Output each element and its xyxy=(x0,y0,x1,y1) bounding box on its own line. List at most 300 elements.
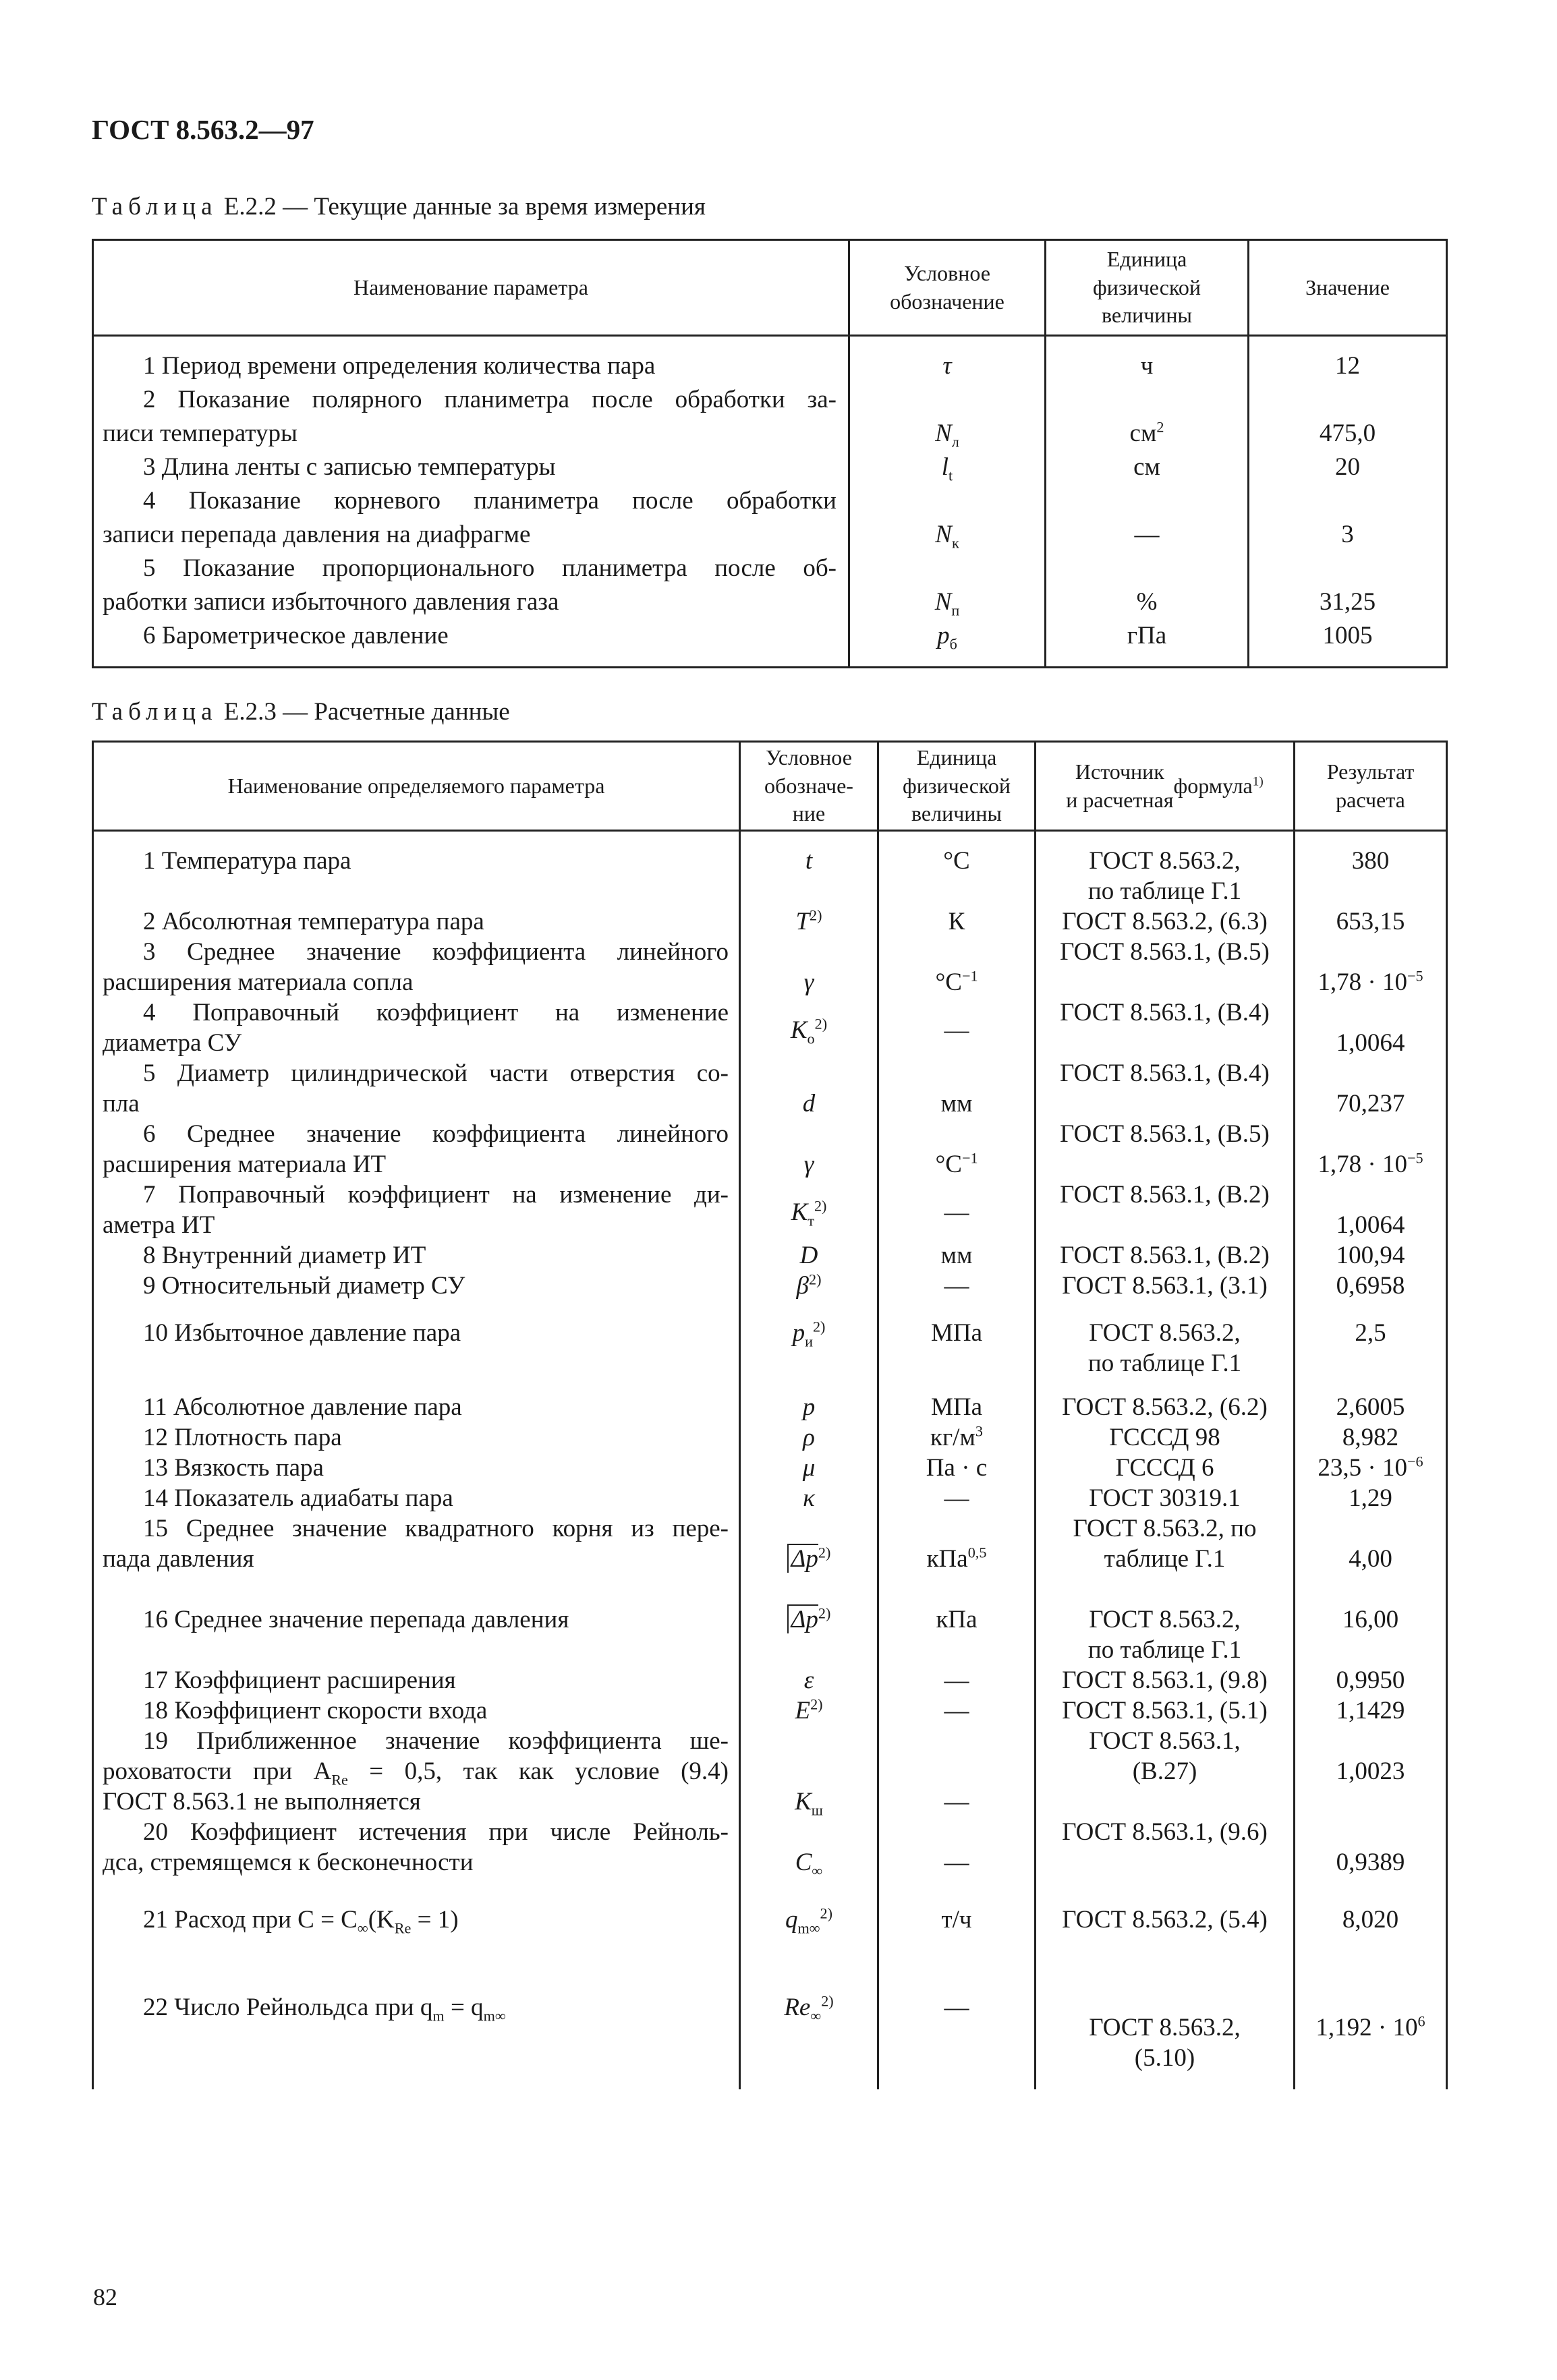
result-value xyxy=(1295,1089,1446,1119)
parameter-symbol xyxy=(741,1149,877,1180)
symbol-letter: γ xyxy=(803,968,814,996)
result-text: 1,78 · 10 xyxy=(1318,968,1407,996)
table-e23-caption xyxy=(92,697,510,726)
parameter-unit xyxy=(879,1992,1034,2023)
parameter-unit xyxy=(879,1015,1034,1045)
column-header: Источник и расчетная формула$^{1)}$ xyxy=(1066,759,1264,812)
parameter-name xyxy=(143,1240,426,1271)
parameter-unit xyxy=(879,1453,1034,1483)
parameter-unit xyxy=(879,1271,1034,1301)
unit-text: МПа xyxy=(930,1319,983,1347)
source-formula: ГОСТ 8.563.2, (6.3) xyxy=(1062,908,1268,935)
result-text: 0,6958 xyxy=(1336,1272,1405,1300)
parameter-symbol xyxy=(741,1240,877,1271)
parameter-name xyxy=(103,1210,215,1240)
name-subscript: Rе xyxy=(331,1771,348,1789)
source-formula: ГОСТ 8.563.1, (9.6) xyxy=(1062,1818,1268,1846)
source-formula: по таблице Г.1 xyxy=(1087,1349,1242,1377)
parameter-symbol xyxy=(741,1015,877,1045)
source-formula: ГСССД 98 xyxy=(1109,1424,1220,1451)
unit-text: — xyxy=(944,1272,969,1300)
result-value xyxy=(1295,1847,1446,1878)
result-value xyxy=(1295,1318,1446,1348)
symbol-letter: E xyxy=(795,1697,811,1724)
symbol-subscript: t xyxy=(949,467,953,484)
symbol-superscript: 2) xyxy=(810,906,822,924)
unit-exponent: −1 xyxy=(961,1149,978,1167)
name-part: = q xyxy=(444,1994,484,2021)
parameter-name: 4 Показание корневого планиметра после обработки xyxy=(143,487,837,515)
symbol-letter: t xyxy=(805,847,813,875)
result-text: 2,5 xyxy=(1355,1319,1386,1347)
name-text: 4 Поправочный коэффициент на изменение xyxy=(143,999,729,1026)
name-text: 7 Поправочный коэффициент на изменение ди- xyxy=(143,1181,729,1209)
name-text: 5 Диаметр цилиндрической части отверстия со- xyxy=(143,1060,729,1087)
parameter-name: писи температуры xyxy=(103,419,298,447)
table-e22-header-rule xyxy=(92,335,1448,337)
result-value xyxy=(1295,906,1446,937)
unit-text: — xyxy=(944,1484,969,1512)
name-text: 15 Среднее значение квадратного корня из пере- xyxy=(143,1515,729,1542)
result-text: 380 xyxy=(1351,847,1390,875)
source-formula: ГОСТ 8.563.2, по xyxy=(1073,1515,1257,1542)
parameter-name xyxy=(103,1149,386,1180)
parameter-name xyxy=(103,1028,242,1058)
source-formula: ГОСТ 30319.1 xyxy=(1089,1484,1241,1512)
result-value xyxy=(1295,1271,1446,1301)
footnote-mark: 1) xyxy=(1252,774,1264,789)
parameter-unit xyxy=(879,1665,1034,1695)
parameter-symbol xyxy=(850,620,1044,651)
result-exponent: −5 xyxy=(1407,967,1423,985)
parameter-unit xyxy=(1046,587,1247,617)
source-formula: ГОСТ 8.563.1, (3.1) xyxy=(1062,1272,1268,1300)
name-text: = 0,5, так как условие (9.4) xyxy=(347,1758,729,1785)
symbol-letter: K xyxy=(795,1788,812,1816)
result-text: 4,00 xyxy=(1349,1545,1392,1573)
unit-text: см xyxy=(1129,419,1157,447)
result-text: 1,78 · 10 xyxy=(1318,1151,1407,1178)
unit-text: см xyxy=(1133,453,1160,481)
unit-text: °С xyxy=(943,847,970,875)
parameter-name xyxy=(103,1787,421,1817)
table-e23-right-border xyxy=(1446,741,1448,2089)
parameter-value: 20 xyxy=(1335,453,1360,481)
document-code: ГОСТ 8.563.2—97 xyxy=(92,114,314,145)
symbol-letter: N xyxy=(935,419,952,447)
parameter-name xyxy=(143,997,729,1028)
parameter-name xyxy=(143,846,351,876)
symbol-letter: β xyxy=(796,1272,809,1300)
parameter-symbol xyxy=(850,452,1044,482)
source-formula: ГСССД 6 xyxy=(1115,1454,1214,1482)
result-value xyxy=(1295,846,1446,876)
parameter-name xyxy=(143,1119,729,1149)
symbol-subscript: к xyxy=(951,534,959,552)
result-text: 0,9389 xyxy=(1336,1849,1405,1876)
name-text: 10 Избыточное давление пара xyxy=(143,1319,461,1347)
symbol-letter: D xyxy=(799,1242,818,1269)
parameter-name xyxy=(143,1817,729,1847)
parameter-symbol xyxy=(850,519,1044,550)
parameter-symbol xyxy=(850,418,1044,451)
parameter-name xyxy=(143,937,729,967)
result-value xyxy=(1295,1756,1446,1787)
name-text: пла xyxy=(103,1090,140,1118)
parameter-symbol xyxy=(741,967,877,997)
column-header: Условное обозначение xyxy=(890,260,1004,314)
result-exponent: −5 xyxy=(1407,1149,1423,1167)
result-exponent: 6 xyxy=(1417,2012,1425,2030)
symbol-letter: N xyxy=(935,521,952,548)
name-text: дса, стремящемся к бесконечности xyxy=(103,1849,474,1876)
name-subscript: m xyxy=(432,2007,445,2025)
result-value xyxy=(1295,1604,1446,1635)
source-formula: ГОСТ 8.563.2, xyxy=(1089,2014,1241,2041)
name-text: 8 Внутренний диаметр ИТ xyxy=(143,1242,426,1269)
parameter-name xyxy=(143,1604,569,1635)
unit-text: °С xyxy=(935,1151,962,1178)
name-text: 3 Среднее значение коэффициента линейного xyxy=(143,938,729,966)
symbol-superscript: 2) xyxy=(810,1695,823,1713)
name-part: 21 Расход при C = C xyxy=(143,1906,358,1934)
parameter-name xyxy=(143,1992,506,2023)
source-formula: ГОСТ 8.563.1, (В.4) xyxy=(1060,1060,1270,1087)
parameter-name xyxy=(143,1058,729,1089)
parameter-name xyxy=(143,1726,729,1756)
parameter-unit xyxy=(1046,519,1247,550)
parameter-name: 2 Показание полярного планиметра после обработки за- xyxy=(143,386,837,413)
symbol-letter: C xyxy=(795,1849,812,1876)
unit-exponent: 2 xyxy=(1156,418,1164,436)
name-subscript: ∞ xyxy=(357,1919,368,1937)
parameter-name: 5 Показание пропорционального планиметра после об- xyxy=(143,554,837,582)
source-formula: по таблице Г.1 xyxy=(1087,877,1242,905)
parameter-name: работки записи избыточного давления газа xyxy=(103,588,559,616)
name-subscript: m∞ xyxy=(483,2007,506,2025)
parameter-value: 12 xyxy=(1335,352,1360,380)
result-value xyxy=(1295,1392,1446,1422)
symbol-subscript: л xyxy=(951,433,959,451)
parameter-name xyxy=(143,1392,462,1422)
symbol-letter: K xyxy=(790,1016,808,1044)
result-text: 2,6005 xyxy=(1336,1393,1405,1421)
parameter-name xyxy=(143,1180,729,1210)
symbol-letter: K xyxy=(791,1198,808,1226)
name-text: диаметра СУ xyxy=(103,1029,242,1057)
symbol-subscript: m∞ xyxy=(797,1919,820,1937)
result-exponent: −6 xyxy=(1407,1453,1423,1470)
name-text: 12 Плотность пара xyxy=(143,1424,342,1451)
symbol-subscript: о xyxy=(807,1030,815,1047)
name-text: роховатости при A xyxy=(103,1758,332,1785)
unit-text: кПа xyxy=(936,1606,978,1633)
source-formula: ГОСТ 8.563.1, (5.1) xyxy=(1062,1697,1268,1724)
symbol-letter: Δp xyxy=(787,1544,818,1573)
column-header: Результат расчета xyxy=(1326,759,1415,812)
column-header: Единица физической величины xyxy=(903,745,1011,826)
name-text: 13 Вязкость пара xyxy=(143,1454,324,1482)
symbol-subscript: ∞ xyxy=(812,1862,823,1880)
result-value xyxy=(1295,967,1446,997)
symbol-letter: p xyxy=(802,1393,816,1421)
source-formula: ГОСТ 8.563.2, (5.4) xyxy=(1062,1906,1268,1934)
parameter-name xyxy=(103,967,413,997)
parameter-name xyxy=(143,906,484,937)
parameter-value: 3 xyxy=(1341,521,1354,548)
result-text: 8,020 xyxy=(1342,1906,1399,1934)
parameter-symbol xyxy=(741,1544,877,1574)
name-text: 6 Среднее значение коэффициента линейного xyxy=(143,1120,729,1148)
parameter-symbol xyxy=(741,1197,877,1227)
parameter-symbol xyxy=(741,1847,877,1878)
symbol-letter: l xyxy=(941,453,949,481)
parameter-unit xyxy=(879,1905,1034,1935)
symbol-subscript: ∞ xyxy=(810,2007,822,2025)
table-e22-caption xyxy=(92,192,706,221)
symbol-subscript: и xyxy=(805,1333,813,1350)
parameter-unit xyxy=(879,1240,1034,1271)
parameter-unit xyxy=(879,1392,1034,1422)
symbol-letter: ρ xyxy=(803,1424,815,1451)
symbol-letter: τ xyxy=(942,352,952,380)
name-text: 2 Абсолютная температура пара xyxy=(143,908,484,935)
symbol-subscript: ш xyxy=(811,1801,823,1819)
unit-text: % xyxy=(1136,588,1158,616)
symbol-subscript: п xyxy=(951,602,960,619)
parameter-unit xyxy=(879,1604,1034,1635)
symbol-letter: q xyxy=(785,1906,798,1934)
result-text: 0,9950 xyxy=(1336,1666,1405,1694)
source-formula: ГОСТ 8.563.1, (В.2) xyxy=(1060,1242,1270,1269)
parameter-symbol xyxy=(741,1665,877,1695)
parameter-symbol xyxy=(741,1392,877,1422)
parameter-unit xyxy=(879,1847,1034,1878)
parameter-unit xyxy=(1046,620,1247,651)
unit-text: кг/м xyxy=(930,1424,975,1451)
symbol-letter: μ xyxy=(802,1454,816,1482)
unit-text: °С xyxy=(935,968,962,996)
parameter-name: 6 Барометрическое давление xyxy=(143,622,449,649)
name-text: 18 Коэффициент скорости входа xyxy=(143,1697,488,1724)
source-formula: ГОСТ 8.563.1, (В.5) xyxy=(1060,1120,1270,1148)
name-text: пада давления xyxy=(103,1545,254,1573)
source-formula: ГОСТ 8.563.1, (В.4) xyxy=(1060,999,1270,1026)
caption-title: Е.2.3 — Расчетные данные xyxy=(217,698,510,726)
result-value xyxy=(1295,1149,1446,1180)
symbol-letter: Re xyxy=(784,1994,811,2021)
parameter-name xyxy=(143,1513,729,1544)
symbol-letter: p xyxy=(792,1319,805,1347)
symbol-letter: T xyxy=(795,908,810,935)
symbol-letter: κ xyxy=(803,1484,815,1512)
symbol-letter: ε xyxy=(803,1666,814,1694)
name-part: (K xyxy=(368,1906,395,1934)
unit-text: Па · с xyxy=(926,1454,988,1482)
source-formula: ГОСТ 8.563.1, (В.2) xyxy=(1060,1181,1270,1209)
parameter-name: записи перепада давления на диафрагме xyxy=(103,521,531,548)
parameter-unit xyxy=(879,1695,1034,1726)
parameter-symbol xyxy=(741,1271,877,1301)
symbol-superscript: 2) xyxy=(812,1318,826,1335)
parameter-symbol xyxy=(850,351,1044,381)
source-formula: ГОСТ 8.563.2, xyxy=(1089,847,1241,875)
name-text: ГОСТ 8.563.1 не выполняется xyxy=(103,1788,421,1816)
unit-text: — xyxy=(944,1788,969,1816)
parameter-value: 475,0 xyxy=(1319,419,1376,447)
parameter-name xyxy=(143,1695,487,1726)
unit-text: — xyxy=(944,1666,969,1694)
parameter-symbol xyxy=(741,1089,877,1119)
result-text: 100,94 xyxy=(1336,1242,1405,1269)
parameter-name xyxy=(143,1318,461,1348)
symbol-letter: p xyxy=(937,622,950,649)
parameter-unit xyxy=(879,1318,1034,1348)
result-value xyxy=(1295,1544,1446,1574)
source-formula: ГОСТ 8.563.1, (В.5) xyxy=(1060,938,1270,966)
result-value xyxy=(1295,1453,1446,1483)
result-value xyxy=(1295,1210,1446,1240)
parameter-name xyxy=(143,1665,456,1695)
name-part: 22 Число Рейнольдса при q xyxy=(143,1994,433,2021)
source-formula: ГОСТ 8.563.1, (9.8) xyxy=(1062,1666,1268,1694)
result-value xyxy=(1295,1240,1446,1271)
parameter-unit xyxy=(879,906,1034,937)
result-text: 16,00 xyxy=(1342,1606,1399,1633)
parameter-name: 1 Период времени определения количества пара xyxy=(143,352,656,380)
parameter-value: 31,25 xyxy=(1319,588,1376,616)
result-text: 1,29 xyxy=(1349,1484,1392,1512)
column-header: Значение xyxy=(1305,274,1390,299)
name-text: 20 Коэффициент истечения при числе Рейноль- xyxy=(143,1818,729,1846)
parameter-symbol xyxy=(741,1604,877,1635)
name-part: = 1) xyxy=(411,1906,459,1934)
parameter-unit xyxy=(879,1544,1034,1574)
parameter-symbol xyxy=(741,1695,877,1726)
source-formula: ГОСТ 8.563.2, xyxy=(1089,1606,1241,1633)
unit-text: — xyxy=(944,1016,969,1044)
unit-text: — xyxy=(944,1198,969,1226)
parameter-unit xyxy=(879,1483,1034,1513)
name-subscript: Rе xyxy=(394,1919,412,1937)
result-text: 1,192 · 10 xyxy=(1315,2014,1418,2041)
result-text: 1,0023 xyxy=(1336,1758,1405,1785)
unit-text: — xyxy=(944,1697,969,1724)
column-header: Наименование определяемого параметра xyxy=(227,773,605,798)
result-text: 1,0064 xyxy=(1336,1029,1405,1057)
unit-text: МПа xyxy=(930,1393,983,1421)
unit-text: мм xyxy=(940,1242,973,1269)
name-text: 9 Относительный диаметр СУ xyxy=(143,1272,465,1300)
parameter-symbol xyxy=(741,1483,877,1513)
parameter-name xyxy=(103,1847,474,1878)
name-text: расширения материала сопла xyxy=(103,968,414,996)
parameter-symbol xyxy=(741,846,877,876)
parameter-symbol xyxy=(741,906,877,937)
result-value xyxy=(1295,1665,1446,1695)
parameter-unit xyxy=(879,1197,1034,1227)
symbol-subscript: т xyxy=(808,1212,814,1229)
unit-exponent: 3 xyxy=(975,1422,983,1440)
symbol-superscript: 2) xyxy=(818,1604,831,1622)
column-header: Единица физической величины xyxy=(1093,247,1201,328)
result-value xyxy=(1295,1695,1446,1726)
parameter-unit xyxy=(1046,351,1247,381)
result-value xyxy=(1295,1422,1446,1453)
unit-exponent: 0,5 xyxy=(967,1544,987,1561)
result-text: 23,5 · 10 xyxy=(1318,1454,1407,1482)
unit-text: кПа xyxy=(926,1545,968,1573)
name-text: 17 Коэффициент расширения xyxy=(143,1666,456,1694)
source-formula: ГОСТ 8.563.2, (6.2) xyxy=(1062,1393,1268,1421)
name-text: 11 Абсолютное давление пара xyxy=(143,1393,462,1421)
unit-text: К xyxy=(948,908,965,935)
result-text: 653,15 xyxy=(1336,908,1405,935)
symbol-superscript: 2) xyxy=(818,1544,831,1561)
parameter-name xyxy=(143,1422,342,1453)
unit-text: мм xyxy=(940,1090,973,1118)
parameter-unit xyxy=(879,846,1034,876)
parameter-unit xyxy=(879,1149,1034,1180)
name-text: 1 Температура пара xyxy=(143,847,351,875)
name-text: 16 Среднее значение перепада давления xyxy=(143,1606,569,1633)
name-text: аметра ИТ xyxy=(103,1211,215,1239)
source-formula: (В.27) xyxy=(1132,1758,1197,1785)
parameter-unit xyxy=(879,967,1034,997)
parameter-unit xyxy=(879,1787,1034,1817)
parameter-name xyxy=(143,1905,459,1935)
result-value xyxy=(1295,1028,1446,1058)
symbol-superscript: 2) xyxy=(814,1197,827,1215)
parameter-name xyxy=(103,1089,140,1119)
parameter-value: 1005 xyxy=(1322,622,1373,649)
unit-text: т/ч xyxy=(941,1906,972,1934)
parameter-name xyxy=(143,1483,453,1513)
unit-text: — xyxy=(944,1994,969,2021)
symbol-letter: N xyxy=(934,588,952,616)
parameter-unit xyxy=(879,1089,1034,1119)
page-number: 82 xyxy=(93,2284,117,2311)
result-value xyxy=(1295,2012,1446,2043)
source-formula: ГОСТ 8.563.2, xyxy=(1089,1319,1241,1347)
parameter-unit xyxy=(1046,418,1247,448)
parameter-name xyxy=(103,1544,254,1574)
parameter-symbol xyxy=(741,1453,877,1483)
unit-text: — xyxy=(1134,521,1160,548)
parameter-symbol xyxy=(741,1905,877,1935)
parameter-symbol xyxy=(741,1992,877,2023)
source-formula: (5.10) xyxy=(1134,2044,1195,2072)
caption-prefix: Таблица xyxy=(92,193,218,221)
symbol-superscript: 2) xyxy=(821,1992,834,2010)
source-formula: по таблице Г.1 xyxy=(1087,1636,1242,1664)
parameter-unit xyxy=(1046,452,1247,482)
symbol-letter: γ xyxy=(803,1151,814,1178)
parameter-name: 3 Длина ленты с записью температуры xyxy=(143,453,556,481)
symbol-superscript: 2) xyxy=(814,1015,828,1033)
unit-text: ч xyxy=(1140,352,1154,380)
unit-text: гПа xyxy=(1127,622,1167,649)
unit-exponent: −1 xyxy=(961,967,978,985)
result-text: 1,1429 xyxy=(1336,1697,1405,1724)
table-e23-header-rule xyxy=(92,830,1448,832)
parameter-name xyxy=(103,1756,729,1787)
caption-title: Е.2.2 — Текущие данные за время измерения xyxy=(217,193,706,221)
parameter-name xyxy=(143,1453,324,1483)
table-e23-left-border xyxy=(92,741,94,2089)
result-value xyxy=(1295,1905,1446,1935)
symbol-subscript: б xyxy=(949,635,957,653)
